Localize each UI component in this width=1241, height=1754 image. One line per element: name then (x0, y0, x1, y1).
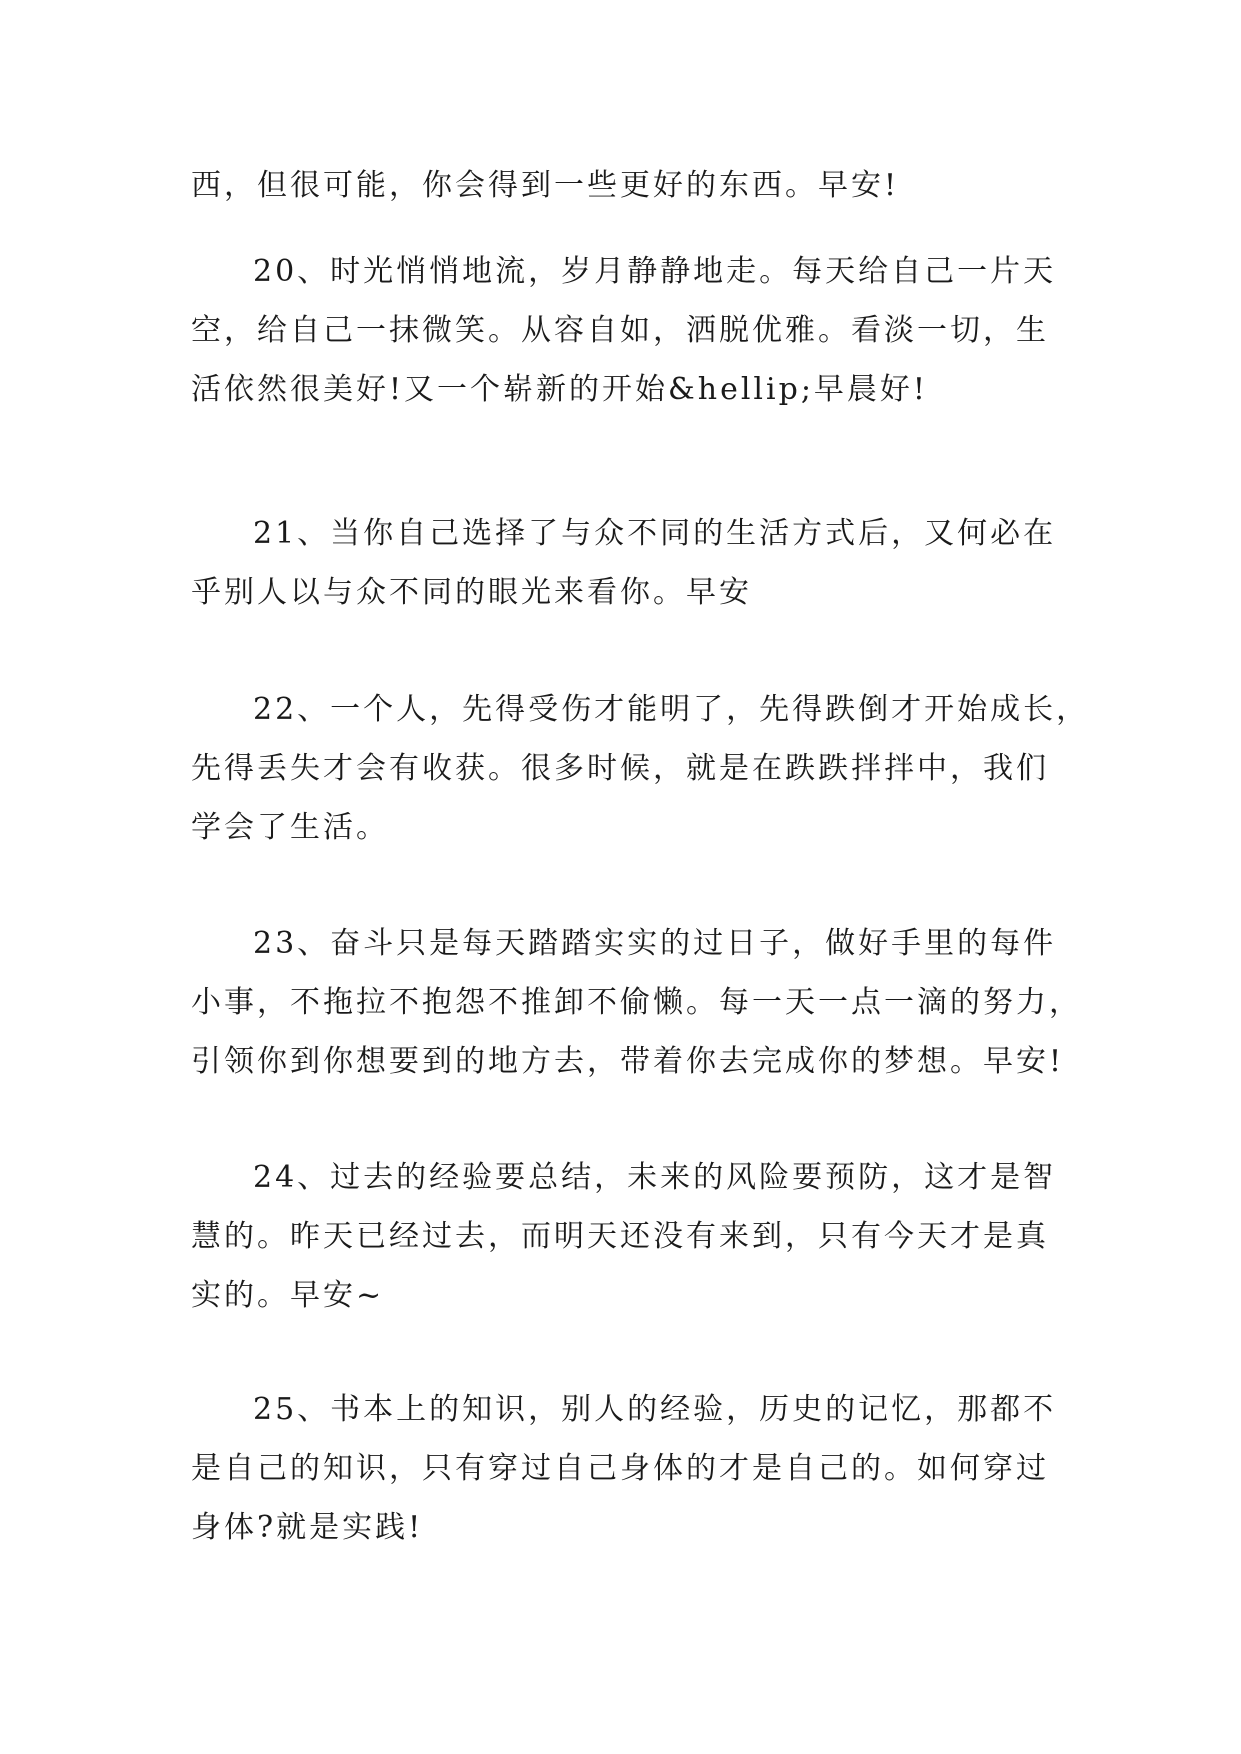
text-line: 小事，不拖拉不抱怨不推卸不偷懒。每一天一点一滴的努力， (191, 985, 1082, 1020)
text-line: 引领你到你想要到的地方去，带着你去完成你的梦想。早安! (191, 1044, 1065, 1079)
text-line: 22、一个人，先得受伤才能明了，先得跌倒才开始成长， (253, 692, 1090, 727)
paragraph-25 (191, 1380, 1061, 1557)
text-line: 身体?就是实践! (191, 1510, 424, 1545)
text-line: 实的。早安~ (191, 1278, 385, 1313)
paragraph-23 (191, 914, 1082, 1091)
text-line: 21、当你自己选择了与众不同的生活方式后，又何必在 (253, 516, 1057, 551)
text-line: 活依然很美好!又一个崭新的开始&hellip;早晨好! (191, 372, 928, 407)
paragraph-21 (191, 504, 1061, 622)
text-line: 23、奋斗只是每天踏踏实实的过日子，做好手里的每件 (253, 926, 1057, 961)
text-line: 24、过去的经验要总结，未来的风险要预防，这才是智 (253, 1160, 1057, 1195)
paragraph-22 (191, 680, 1090, 857)
text-line: 学会了生活。 (191, 810, 389, 845)
paragraph-24 (191, 1148, 1061, 1325)
text-line: 先得丢失才会有收获。很多时候，就是在跌跌拌拌中，我们 (191, 751, 1049, 786)
text-line: 20、时光悄悄地流，岁月静静地走。每天给自己一片天 (253, 254, 1057, 289)
text-line: 乎别人以与众不同的眼光来看你。早安 (191, 575, 752, 610)
text-line: 慧的。昨天已经过去，而明天还没有来到，只有今天才是真 (191, 1219, 1049, 1254)
text-line: 是自己的知识，只有穿过自己身体的才是自己的。如何穿过 (191, 1451, 1049, 1486)
paragraph-continuation (191, 156, 1061, 215)
text-line: 西，但很可能，你会得到一些更好的东西。早安! (191, 168, 900, 203)
text-line: 空，给自己一抹微笑。从容自如，洒脱优雅。看淡一切，生 (191, 313, 1049, 348)
text-line: 25、书本上的知识，别人的经验，历史的记忆，那都不 (253, 1392, 1057, 1427)
paragraph-20 (191, 242, 1061, 419)
